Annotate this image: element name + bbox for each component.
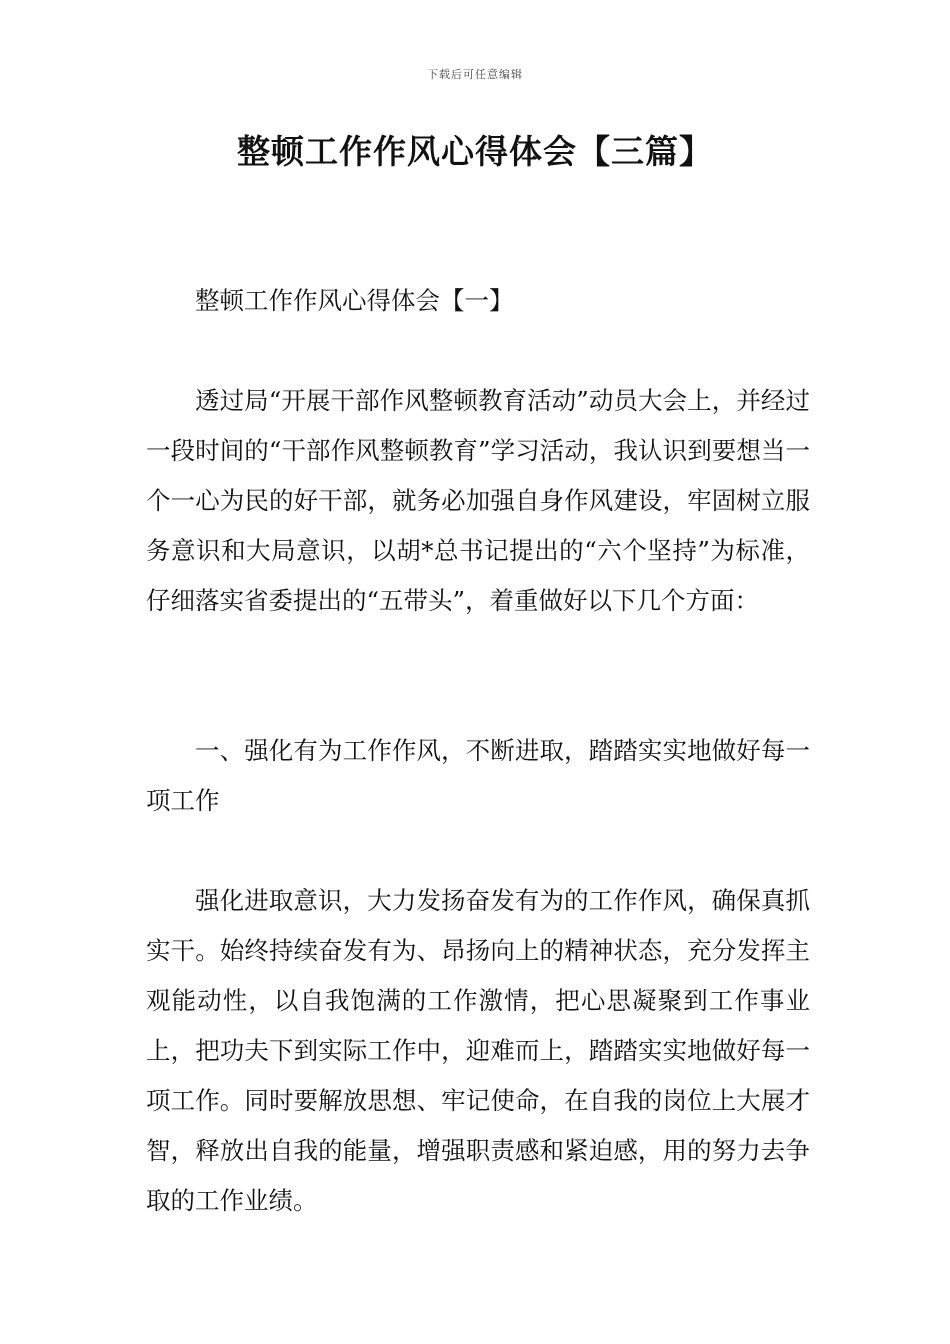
paragraph: 强化进取意识，大力发扬奋发有为的工作作风，确保真抓实干。始终持续奋发有为、昂扬向上的精神状态，充分发挥主观能动性，以自我饱满的工作激情，把心思凝聚到工作事业上，把功夫下到实际工作中，迎难而上，踏踏实实地做好每一项工作。同时要解放思想、牢记使命，在自我的岗位上大展才智，释放出自我的能量，增强职责感和紧迫感，用的努力去争取的工作业绩。 xyxy=(146,886,810,1215)
section-heading: 整顿工作作风心得体会【一】 xyxy=(195,286,514,315)
document-title: 整顿工作作风心得体会【三篇】 xyxy=(237,132,713,171)
paragraph: 透过局“开展干部作风整顿教育活动”动员大会上，并经过一段时间的“干部作风整顿教育”学习活动，我认识到要想当一个一心为民的好干部，就务必加强自身作风建设，牢固树立服务意识和大局意识，以胡*总书记提出的“六个坚持”为标准，仔细落实省委提出的“五带头”，着重做好以下几个方面： xyxy=(146,386,810,615)
header-note: 下载后可任意编辑 xyxy=(427,68,523,81)
subheading-paragraph: 一、强化有为工作作风，不断进取，踏踏实实地做好每一项工作 xyxy=(146,736,810,815)
